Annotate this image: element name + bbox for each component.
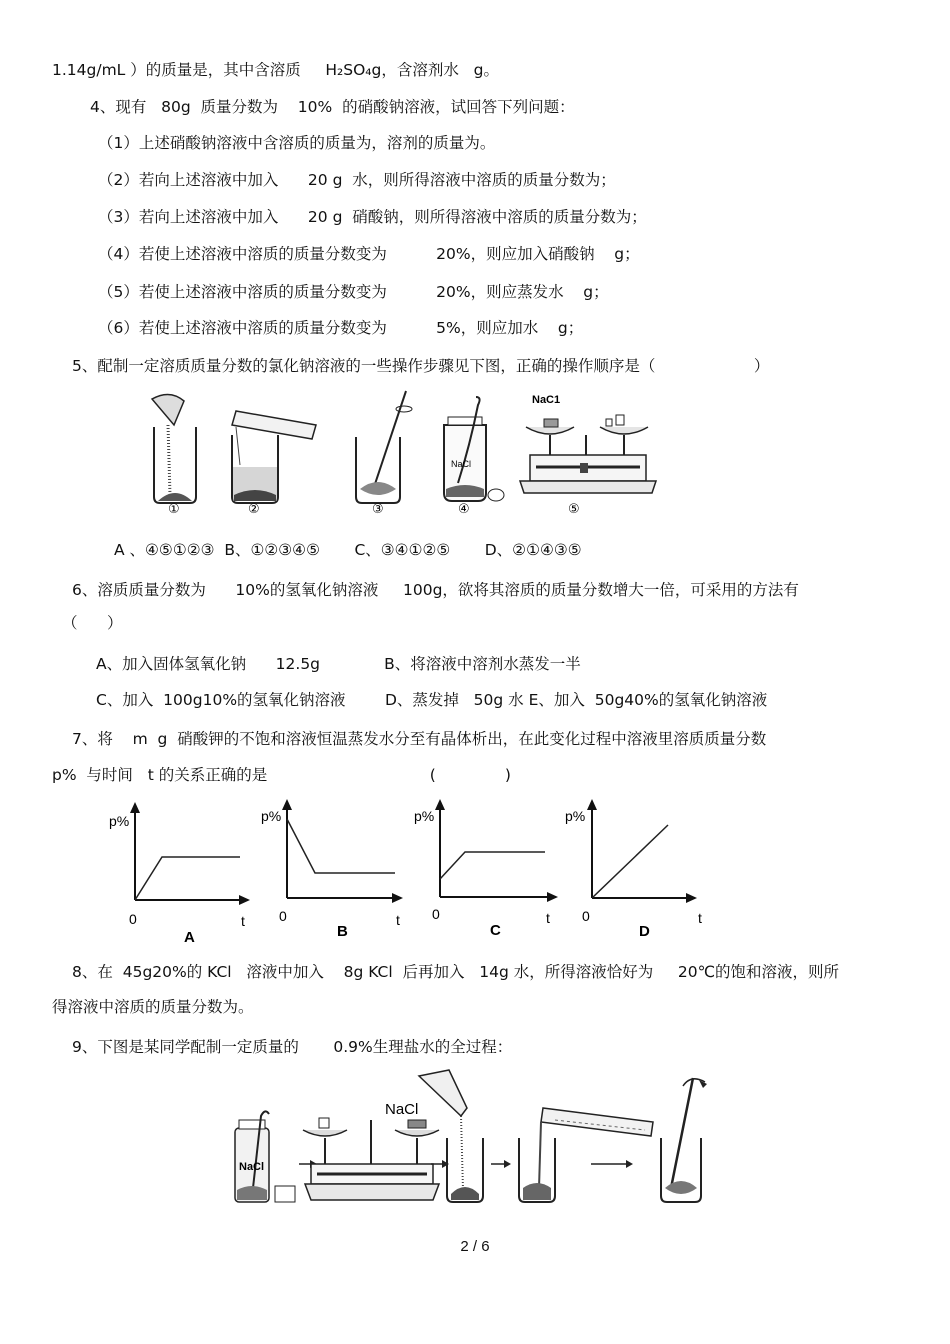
fig5-jar-label: NaCl xyxy=(451,459,472,469)
q7-graph-a xyxy=(100,800,250,950)
fig5-step5-weigh xyxy=(520,394,656,516)
q9-figure xyxy=(225,1068,725,1208)
fig5-step2-pour-water xyxy=(232,411,316,516)
line-q8-stem-2: 得溶液中溶质的质量分数为。 xyxy=(52,998,254,1016)
line-q8-stem: 8、在 45g20%的 KCl 溶液中加入 8g KCl 后再加入 14g 水，所得溶液恰好为 20℃的饱和溶液，则所 xyxy=(72,963,840,981)
fig9-jar-label: NaCl xyxy=(239,1161,265,1173)
q7-graph-b xyxy=(255,795,415,945)
graph-c-xlabel: t xyxy=(546,910,550,926)
fig9-beaker-pour-water xyxy=(519,1108,653,1202)
line-q7-stem-2: p% 与时间 t 的关系正确的是 ( ) xyxy=(52,766,511,784)
graph-a-curve xyxy=(135,857,240,900)
line-q4-1: （1）上述硝酸钠溶液中含溶质的质量为，溶剂的质量为。 xyxy=(98,134,496,152)
graph-c-curve xyxy=(440,852,545,879)
graph-d-curve xyxy=(592,825,668,898)
line-q4-2: （2）若向上述溶液中加入 20 g 水，则所得溶液中溶质的质量分数为； xyxy=(98,171,616,189)
fig9-scale-label: NaCl xyxy=(385,1101,419,1118)
line-q4-5: （5）若使上述溶液中溶质的质量分数变为 20%，则应蒸发水 g； xyxy=(98,283,609,301)
graph-b-curve xyxy=(287,819,395,873)
graph-c-ylabel: p% xyxy=(414,808,435,824)
graph-d-xlabel: t xyxy=(698,910,702,926)
graph-c-origin: 0 xyxy=(432,906,440,922)
fig5-label-2: ② xyxy=(248,501,260,516)
q7-graph-d xyxy=(565,795,725,945)
graph-a-label: A xyxy=(184,929,195,946)
graph-a-xlabel: t xyxy=(241,913,245,929)
line-q5-stem: 5、配制一定溶质质量分数的氯化钠溶液的一些操作步骤见下图，正确的操作顺序是（ ） xyxy=(72,357,770,375)
graph-a-origin: 0 xyxy=(129,911,137,927)
graph-d-origin: 0 xyxy=(582,908,590,924)
fig5-step4-take-nacl xyxy=(444,397,504,516)
graph-b-xlabel: t xyxy=(396,912,400,928)
fig9-nacl-jar xyxy=(235,1111,295,1202)
graph-a-ylabel: p% xyxy=(109,813,130,829)
line-q4-6: （6）若使上述溶液中溶质的质量分数变为 5%，则应加水 g； xyxy=(98,319,584,337)
line-q4-stem: 4、现有 80g 质量分数为 10% 的硝酸钠溶液，试回答下列问题： xyxy=(90,98,575,116)
line-q7-stem: 7、将 m g 硝酸钾的不饱和溶液恒温蒸发水分至有晶体析出，在此变化过程中溶液里溶质质量分数 xyxy=(72,730,767,748)
fig5-label-3: ③ xyxy=(372,501,384,516)
fig5-step3-stir xyxy=(356,391,412,516)
fig5-label-5: ⑤ xyxy=(568,501,580,516)
graph-b-label: B xyxy=(337,923,348,940)
graph-d-ylabel: p% xyxy=(565,808,586,824)
q5-figure xyxy=(140,385,660,525)
line-q4-4: （4）若使上述溶液中溶质的质量分数变为 20%，则应加入硝酸钠 g； xyxy=(98,245,640,263)
line-q6-paren: （ ） xyxy=(62,614,123,632)
line-q9-stem: 9、下图是某同学配制一定质量的 0.9%生理盐水的全过程： xyxy=(72,1038,513,1056)
graph-d-label: D xyxy=(639,923,650,940)
line-q6-options-cde: C、加入 100g10%的氢氧化钠溶液 D、蒸发掉 50g 水 E、加入 50g40%的氢氧化钠溶液 xyxy=(96,691,768,709)
graph-b-origin: 0 xyxy=(279,908,287,924)
fig9-balance xyxy=(303,1101,439,1200)
fig5-label-4: ④ xyxy=(458,501,470,516)
line-q4-3: （3）若向上述溶液中加入 20 g 硝酸钠，则所得溶液中溶质的质量分数为； xyxy=(98,208,647,226)
page-number: 2 / 6 xyxy=(460,1238,490,1255)
fig5-label-1: ① xyxy=(168,501,180,516)
q7-graph-c xyxy=(410,795,570,945)
fig9-beaker-stir xyxy=(661,1078,707,1202)
line-q6-stem: 6、溶质质量分数为 10%的氢氧化钠溶液 100g，欲将其溶质的质量分数增大一倍，可采用的方法有 xyxy=(72,581,799,599)
fig5-scale-label: NaC1 xyxy=(532,394,561,406)
graph-b-ylabel: p% xyxy=(261,808,282,824)
line-q5-options: A 、④⑤①②③ B、①②③④⑤ C、③④①②⑤ D、②①④③⑤ xyxy=(114,541,582,559)
line-q6-options-ab: A、加入固体氢氧化钠 12.5g B、将溶液中溶剂水蒸发一半 xyxy=(96,655,581,673)
line-q3-continued: 1.14g/mL ）的质量是，其中含溶质 H₂SO₄g，含溶剂水 g。 xyxy=(52,61,499,79)
fig5-step1-pour-solid xyxy=(152,394,196,516)
graph-c-label: C xyxy=(490,922,501,939)
